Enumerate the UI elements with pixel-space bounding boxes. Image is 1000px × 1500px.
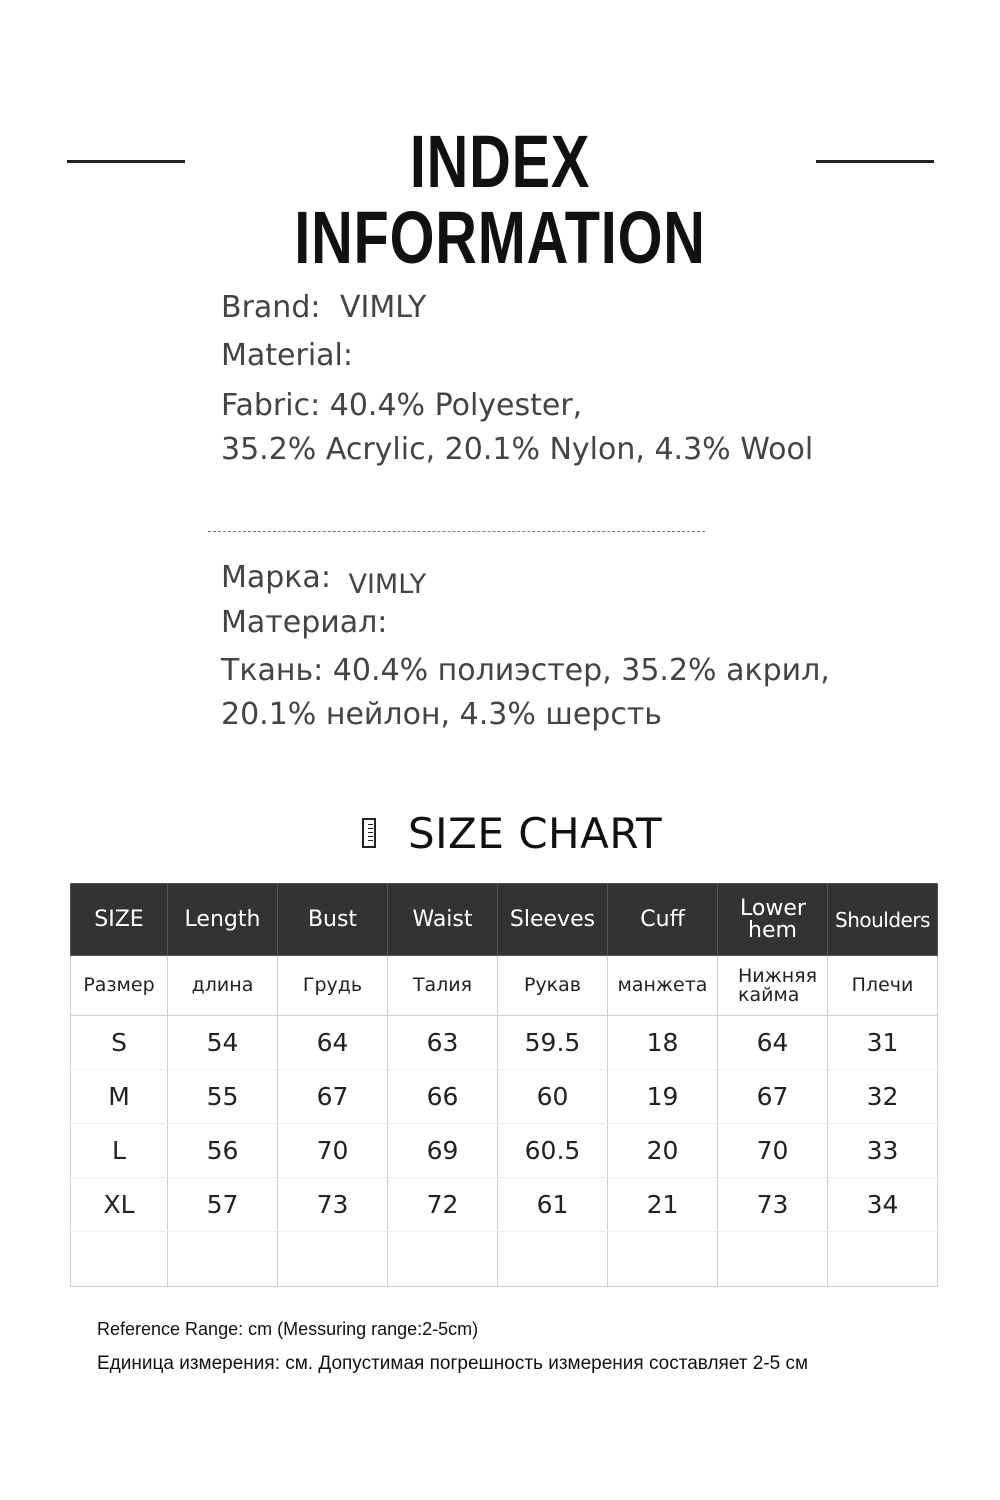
empty-cell xyxy=(718,1232,828,1287)
title-divider-left xyxy=(67,160,185,163)
size-chart-title xyxy=(362,808,662,858)
fabric-line-1: Fabric: 40.4% Polyester, xyxy=(221,388,583,423)
cell-lower-hem: 67 xyxy=(718,1070,828,1124)
cell-size: XL xyxy=(71,1178,168,1232)
empty-cell xyxy=(71,1232,168,1287)
empty-cell xyxy=(388,1232,498,1287)
cell-cuff: 18 xyxy=(608,1016,718,1070)
fabric-line-1-ru: Ткань: 40.4% полиэстер, 35.2% акрил, xyxy=(221,653,830,688)
cell-bust: 67 xyxy=(278,1070,388,1124)
header-shoulders: Shoulders xyxy=(828,884,938,956)
header-ru-size: Размер xyxy=(71,956,168,1016)
brand-label-ru: Марка: xyxy=(221,560,331,595)
header-sleeves: Sleeves xyxy=(498,884,608,956)
header-ru-shoulders: Плечи xyxy=(828,956,938,1016)
cell-cuff: 20 xyxy=(608,1124,718,1178)
brand-row-ru xyxy=(221,560,427,600)
empty-cell xyxy=(278,1232,388,1287)
cell-sleeves: 60 xyxy=(498,1070,608,1124)
cell-bust: 70 xyxy=(278,1124,388,1178)
header-ru-waist: Талия xyxy=(388,956,498,1016)
header-ru-lower-hem: Нижняя кайма xyxy=(718,956,828,1016)
header-ru-bust: Грудь xyxy=(278,956,388,1016)
header-cuff: Cuff xyxy=(608,884,718,956)
empty-cell xyxy=(608,1232,718,1287)
cell-length: 55 xyxy=(168,1070,278,1124)
brand-value: VIMLY xyxy=(340,290,427,325)
cell-lower-hem: 73 xyxy=(718,1178,828,1232)
table-row xyxy=(71,1124,938,1178)
cell-sleeves: 60.5 xyxy=(498,1124,608,1178)
cell-shoulders: 34 xyxy=(828,1178,938,1232)
brand-value-ru: VIMLY xyxy=(348,569,427,600)
page-title: INDEX INFORMATION xyxy=(294,120,706,279)
cell-size: L xyxy=(71,1124,168,1178)
cell-lower-hem: 64 xyxy=(718,1016,828,1070)
empty-cell xyxy=(828,1232,938,1287)
header-ru-sleeves: Рукав xyxy=(498,956,608,1016)
fabric-line-2-ru: 20.1% нейлон, 4.3% шерсть xyxy=(221,697,662,732)
header-lower-hem: Lower hem xyxy=(718,884,828,956)
header-length: Length xyxy=(168,884,278,956)
brand-label: Brand: xyxy=(221,290,321,325)
cell-cuff: 21 xyxy=(608,1178,718,1232)
cell-lower-hem: 70 xyxy=(718,1124,828,1178)
ruler-icon xyxy=(362,818,376,848)
material-label: Material: xyxy=(221,338,353,373)
cell-shoulders: 32 xyxy=(828,1070,938,1124)
cell-waist: 69 xyxy=(388,1124,498,1178)
size-chart-heading: SIZE CHART xyxy=(408,808,663,858)
cell-shoulders: 31 xyxy=(828,1016,938,1070)
cell-bust: 64 xyxy=(278,1016,388,1070)
empty-cell xyxy=(168,1232,278,1287)
cell-bust: 73 xyxy=(278,1178,388,1232)
header-bust: Bust xyxy=(278,884,388,956)
table-row xyxy=(71,1178,938,1232)
cell-cuff: 19 xyxy=(608,1070,718,1124)
fabric-line-2: 35.2% Acrylic, 20.1% Nylon, 4.3% Wool xyxy=(221,432,814,467)
table-header-row xyxy=(71,884,938,956)
cell-size: M xyxy=(71,1070,168,1124)
cell-length: 57 xyxy=(168,1178,278,1232)
measurement-note-russian: Единица измерения: см. Допустимая погрешность измерения составляет 2-5 см xyxy=(97,1353,809,1374)
size-chart-table xyxy=(70,883,938,1287)
header-waist: Waist xyxy=(388,884,498,956)
table-row xyxy=(71,1016,938,1070)
cell-waist: 72 xyxy=(388,1178,498,1232)
measurement-note-english: Reference Range: cm (Messuring range:2-5cm) xyxy=(97,1319,479,1339)
empty-cell xyxy=(498,1232,608,1287)
cell-length: 56 xyxy=(168,1124,278,1178)
index-information-header xyxy=(0,120,1000,279)
cell-waist: 63 xyxy=(388,1016,498,1070)
section-divider xyxy=(208,531,705,532)
header-size: SIZE xyxy=(71,884,168,956)
cell-length: 54 xyxy=(168,1016,278,1070)
table-row xyxy=(71,1070,938,1124)
table-row-empty xyxy=(71,1232,938,1287)
title-divider-right xyxy=(816,160,934,163)
table-header-row-ru xyxy=(71,956,938,1016)
cell-sleeves: 61 xyxy=(498,1178,608,1232)
cell-sleeves: 59.5 xyxy=(498,1016,608,1070)
cell-shoulders: 33 xyxy=(828,1124,938,1178)
header-ru-length: длина xyxy=(168,956,278,1016)
cell-waist: 66 xyxy=(388,1070,498,1124)
material-label-ru: Материал: xyxy=(221,605,388,640)
cell-size: S xyxy=(71,1016,168,1070)
brand-row xyxy=(221,290,426,325)
header-ru-cuff: манжета xyxy=(608,956,718,1016)
